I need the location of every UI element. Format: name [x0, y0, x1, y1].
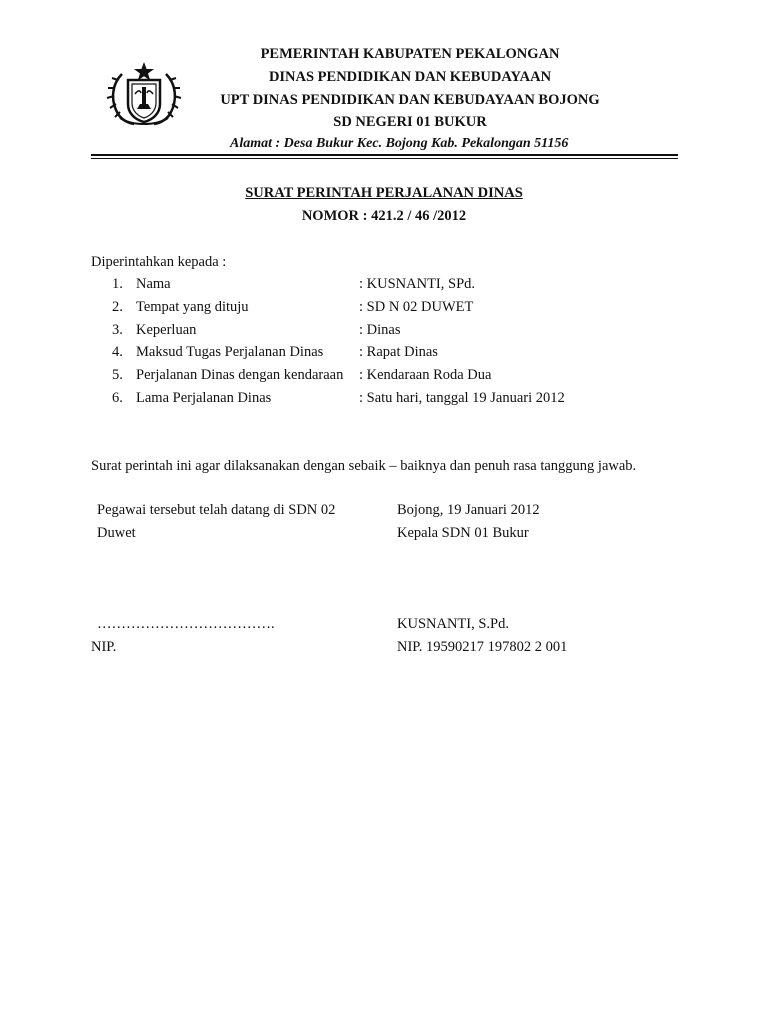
- list-item: [91, 366, 691, 389]
- header-unit: UPT DINAS PENDIDIKAN DAN KEBUDAYAAN BOJONG: [220, 92, 600, 108]
- list-item: [91, 343, 691, 366]
- item-label: Nama: [136, 276, 171, 292]
- header-address: Alamat : Desa Bukur Kec. Bojong Kab. Pekalongan 51156: [230, 136, 569, 151]
- arrival-statement-line1: Pegawai tersebut telah datang di SDN 02: [97, 502, 336, 518]
- list-item: [91, 389, 691, 412]
- letterhead-divider: [91, 154, 678, 156]
- intro-text: Diperintahkan kepada :: [91, 254, 227, 270]
- item-number: 4.: [112, 344, 123, 361]
- signature-dotted-line: ……………………………….: [97, 616, 275, 632]
- document-title: [0, 185, 768, 202]
- item-number: 3.: [112, 321, 123, 338]
- item-number: 1.: [112, 276, 123, 292]
- signatory-position: Kepala SDN 01 Bukur: [397, 525, 529, 541]
- item-label: Tempat yang dituju: [136, 298, 249, 315]
- document-title-text: SURAT PERINTAH PERJALANAN DINAS: [245, 185, 523, 201]
- item-value: : Dinas: [359, 321, 401, 338]
- item-label: Perjalanan Dinas dengan kendaraan: [136, 367, 344, 384]
- list-item: [91, 321, 691, 344]
- header-school: SD NEGERI 01 BUKUR: [333, 114, 487, 130]
- item-value: : Kendaraan Roda Dua: [359, 367, 492, 384]
- item-label: Maksud Tugas Perjalanan Dinas: [136, 344, 324, 361]
- header-government: PEMERINTAH KABUPATEN PEKALONGAN: [260, 46, 560, 62]
- item-value: : Rapat Dinas: [359, 344, 438, 361]
- signatory-name: KUSNANTI, S.Pd.: [397, 616, 509, 632]
- arrival-statement-line2: Duwet: [97, 525, 136, 541]
- item-value: : SD N 02 DUWET: [359, 298, 474, 315]
- item-number: 5.: [112, 367, 123, 384]
- item-number: 6.: [112, 389, 123, 406]
- item-label: Lama Perjalanan Dinas: [136, 389, 272, 406]
- list-item: [91, 298, 691, 321]
- signatory-nip: NIP. 19590217 197802 2 001: [397, 639, 568, 655]
- item-number: 2.: [112, 298, 123, 315]
- item-label: Keperluan: [136, 321, 197, 338]
- closing-text: Surat perintah ini agar dilaksanakan dengan sebaik – baiknya dan penuh rasa tanggung jawab.: [91, 458, 637, 474]
- list-item: [91, 275, 691, 298]
- document-number: NOMOR : 421.2 / 46 /2012: [301, 208, 467, 224]
- left-nip: NIP.: [91, 639, 117, 655]
- header-department: DINAS PENDIDIKAN DAN KEBUDAYAAN: [268, 69, 552, 85]
- assignment-list: [91, 275, 691, 412]
- place-date: Bojong, 19 Januari 2012: [397, 502, 540, 518]
- letterhead-divider-thin: [91, 158, 678, 159]
- item-value: : Satu hari, tanggal 19 Januari 2012: [359, 389, 565, 406]
- item-value: : KUSNANTI, SPd.: [359, 276, 476, 292]
